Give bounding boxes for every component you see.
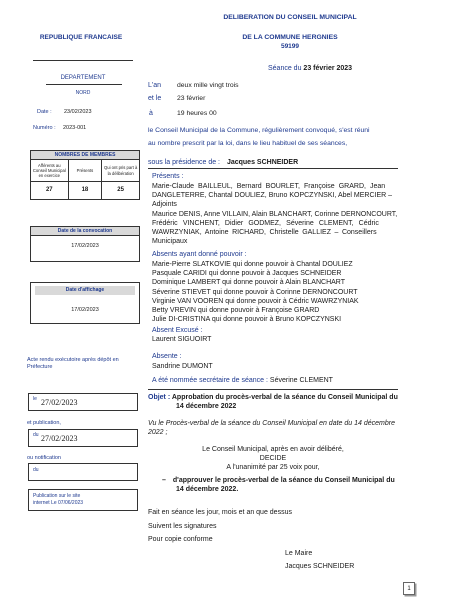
decide-line: DECIDE <box>259 455 287 463</box>
vu-line: Vu le Procès-verbal de la séance du Conseil Municipal en date du 14 décembre <box>148 420 395 427</box>
presents-line: Maurice DENIS, Anne VILLAIN, Alain BLANCHART, Corinne DERNONCOURT, <box>152 210 398 218</box>
seance-line <box>268 65 352 73</box>
objet-block <box>148 393 403 411</box>
seance-prefix: Séance du <box>268 65 304 72</box>
departement-value: NORD <box>75 90 91 96</box>
pouvoir-line: Betty VREVIN qui donne pouvoir à Françoise GRARD <box>152 307 320 315</box>
approve-block <box>162 476 407 494</box>
decide-line: Le Conseil Municipal, après en avoir délibéré, <box>202 446 344 453</box>
objet-label: Objet : <box>148 394 171 401</box>
convocation-value: 17/02/2023 <box>71 243 99 249</box>
members-col-exercice: Afférents au Conseil Municipal en exercice <box>31 160 69 182</box>
acte-executoire-text: Acte rendu exécutoire après dépôt en Préfecture <box>27 357 119 371</box>
numero-label: Numéro : <box>33 125 56 131</box>
a-value: 19 heures 00 <box>177 110 217 117</box>
commune-name: DE LA COMMUNE HERGNIES <box>242 34 338 41</box>
presidence-label: sous la présidence de : <box>148 159 220 166</box>
objet-text-line: 14 décembre 2022 <box>176 403 237 411</box>
secretaire-label: A été nommée secrétaire de séance : <box>152 377 268 384</box>
secretaire-rule <box>148 389 398 390</box>
members-title: NOMBRES DE MEMBRES <box>31 151 140 160</box>
date-publication-box <box>28 429 138 447</box>
numero-value: 2023-001 <box>63 125 87 131</box>
publication-site-box <box>28 489 138 511</box>
secretaire-line <box>152 377 333 385</box>
departement-rule <box>46 84 122 85</box>
header-divider <box>33 60 133 61</box>
convocation-box <box>30 226 140 262</box>
presents-line: Adjoints <box>152 201 177 209</box>
vu-block <box>148 419 403 437</box>
republique-label: REPUBLIQUE FRANCAISE <box>39 34 123 41</box>
a-label: à <box>149 110 153 117</box>
excuse-label: Absent Excusé : <box>152 327 203 334</box>
date-depot-value: 27/02/2023 <box>41 398 78 407</box>
pouvoir-list <box>152 260 397 325</box>
date-notification-box <box>28 463 138 481</box>
affichage-value: 17/02/2023 <box>71 307 99 313</box>
vu-line: 2022 ; <box>148 429 168 437</box>
notification-label: ou notification <box>27 455 61 461</box>
absente-name: Sandrine DUMONT <box>152 363 213 370</box>
pouvoir-label: Absents ayant donné pouvoir : <box>152 251 247 258</box>
affichage-label: Date d'affichage <box>35 286 135 295</box>
secretaire-name: Séverine CLEMENT <box>269 377 333 384</box>
decide-block <box>148 445 398 472</box>
members-value-presents: 18 <box>68 182 102 200</box>
members-value-exercice: 27 <box>31 182 69 200</box>
pouvoir-line: Dominique LAMBERT qui donne pouvoir à Alain BLANCHART <box>152 279 345 287</box>
closing-line-2: Suivent les signatures <box>148 523 217 530</box>
affichage-box <box>30 282 140 324</box>
convoque-line-2: au nombre prescrit par la loi, dans le lieu habituel de ses séances, <box>148 140 348 147</box>
objet-text-line: Approbation du procès-verbal de la séance du Conseil Municipal du <box>171 394 398 401</box>
lan-value: deux mille vingt trois <box>177 82 239 89</box>
presents-label: Présents : <box>152 173 184 180</box>
date-value: 23/02/2023 <box>64 109 92 115</box>
presents-line: Frédéric VINCHENT, Didier GODMEZ, Séverine CLEMENT, Cédric <box>152 219 379 227</box>
members-table <box>30 150 140 200</box>
presents-line: Municipaux <box>152 238 188 246</box>
seance-date: 23 février 2023 <box>303 65 353 72</box>
publication-site-text: Publication sur le site internet Le 07/06/2023 <box>33 493 84 506</box>
du-notification-label: du <box>33 467 39 473</box>
le-label: le <box>33 396 37 402</box>
date-depot-box <box>28 393 138 411</box>
closing-line-1: Fait en séance les jour, mois et an que dessus <box>148 509 292 516</box>
approve-line: 14 décembre 2022. <box>176 486 239 494</box>
deliberation-title: DELIBERATION DU CONSEIL MUNICIPAL <box>223 14 357 21</box>
date-label: Date : <box>37 109 52 115</box>
publication-label: et publication, <box>27 420 61 426</box>
presidence-rule <box>148 168 398 169</box>
date-publication-value: 27/02/2023 <box>41 434 78 443</box>
maire-label: Le Maire <box>285 550 313 557</box>
members-value-votants: 25 <box>102 182 140 200</box>
etle-label: et le <box>148 95 162 102</box>
pouvoir-line: Séverine STIEVET qui donne pouvoir à Corinne DERNONCOURT <box>152 288 358 296</box>
du-label: du <box>33 432 39 438</box>
closing-line-3: Pour copie conforme <box>148 536 213 543</box>
convocation-label: Date de la convocation <box>31 227 139 236</box>
pouvoir-line: Marie-Pierre SLATKOVIE qui donne pouvoir à Chantal DOULIEZ <box>152 261 353 268</box>
excuse-name: Laurent SIGUOIRT <box>152 336 212 343</box>
presidence-name: Jacques SCHNEIDER <box>226 159 299 166</box>
decide-line: A l'unanimité par 25 voix pour, <box>226 464 320 472</box>
pouvoir-line: Pasquale CARIDI qui donne pouvoir à Jacques SCHNEIDER <box>152 270 342 278</box>
etle-value: 23 février <box>177 95 206 102</box>
pouvoir-line: Julie DI-CRISTINA qui donne pouvoir à Bruno KOPCZYNSKI <box>152 316 342 324</box>
departement-label: DEPARTEMENT <box>60 75 106 81</box>
absente-label: Absente : <box>152 353 182 360</box>
postal-code: 59199 <box>280 43 300 50</box>
members-col-presents: Présents <box>68 160 102 182</box>
approve-line: d'approuver le procès-verbal de la séance du Conseil Municipal du <box>172 477 395 484</box>
pouvoir-line: Virginie VAN VOOREN qui donne pouvoir à Cédric WAWRZYNIAK <box>152 297 359 305</box>
members-col-votants: Qui ont pris part à la délibération <box>102 160 140 182</box>
presidence-line <box>148 159 298 167</box>
presents-line: WAWRZYNIAK, Antoine RICHARD, Christelle GALLIEZ – Conseillers <box>152 229 377 237</box>
presents-line: DANGLETERRE, Chantal DOULIEZ, Bruno KOPCZYNSKI, Abel MERCIER – <box>152 192 393 200</box>
presents-line: Marie-Claude BAILLEUL, Bernard BOURLET, Françoise GRARD, Jean <box>152 183 386 190</box>
convoque-line-1: le Conseil Municipal de la Commune, régulièrement convoqué, s'est réuni <box>148 127 370 134</box>
lan-label: L'an <box>148 82 162 89</box>
maire-name: Jacques SCHNEIDER <box>285 563 355 570</box>
page-number: 1 <box>403 582 415 595</box>
approve-dash: – <box>162 477 166 484</box>
presents-list <box>152 182 398 247</box>
